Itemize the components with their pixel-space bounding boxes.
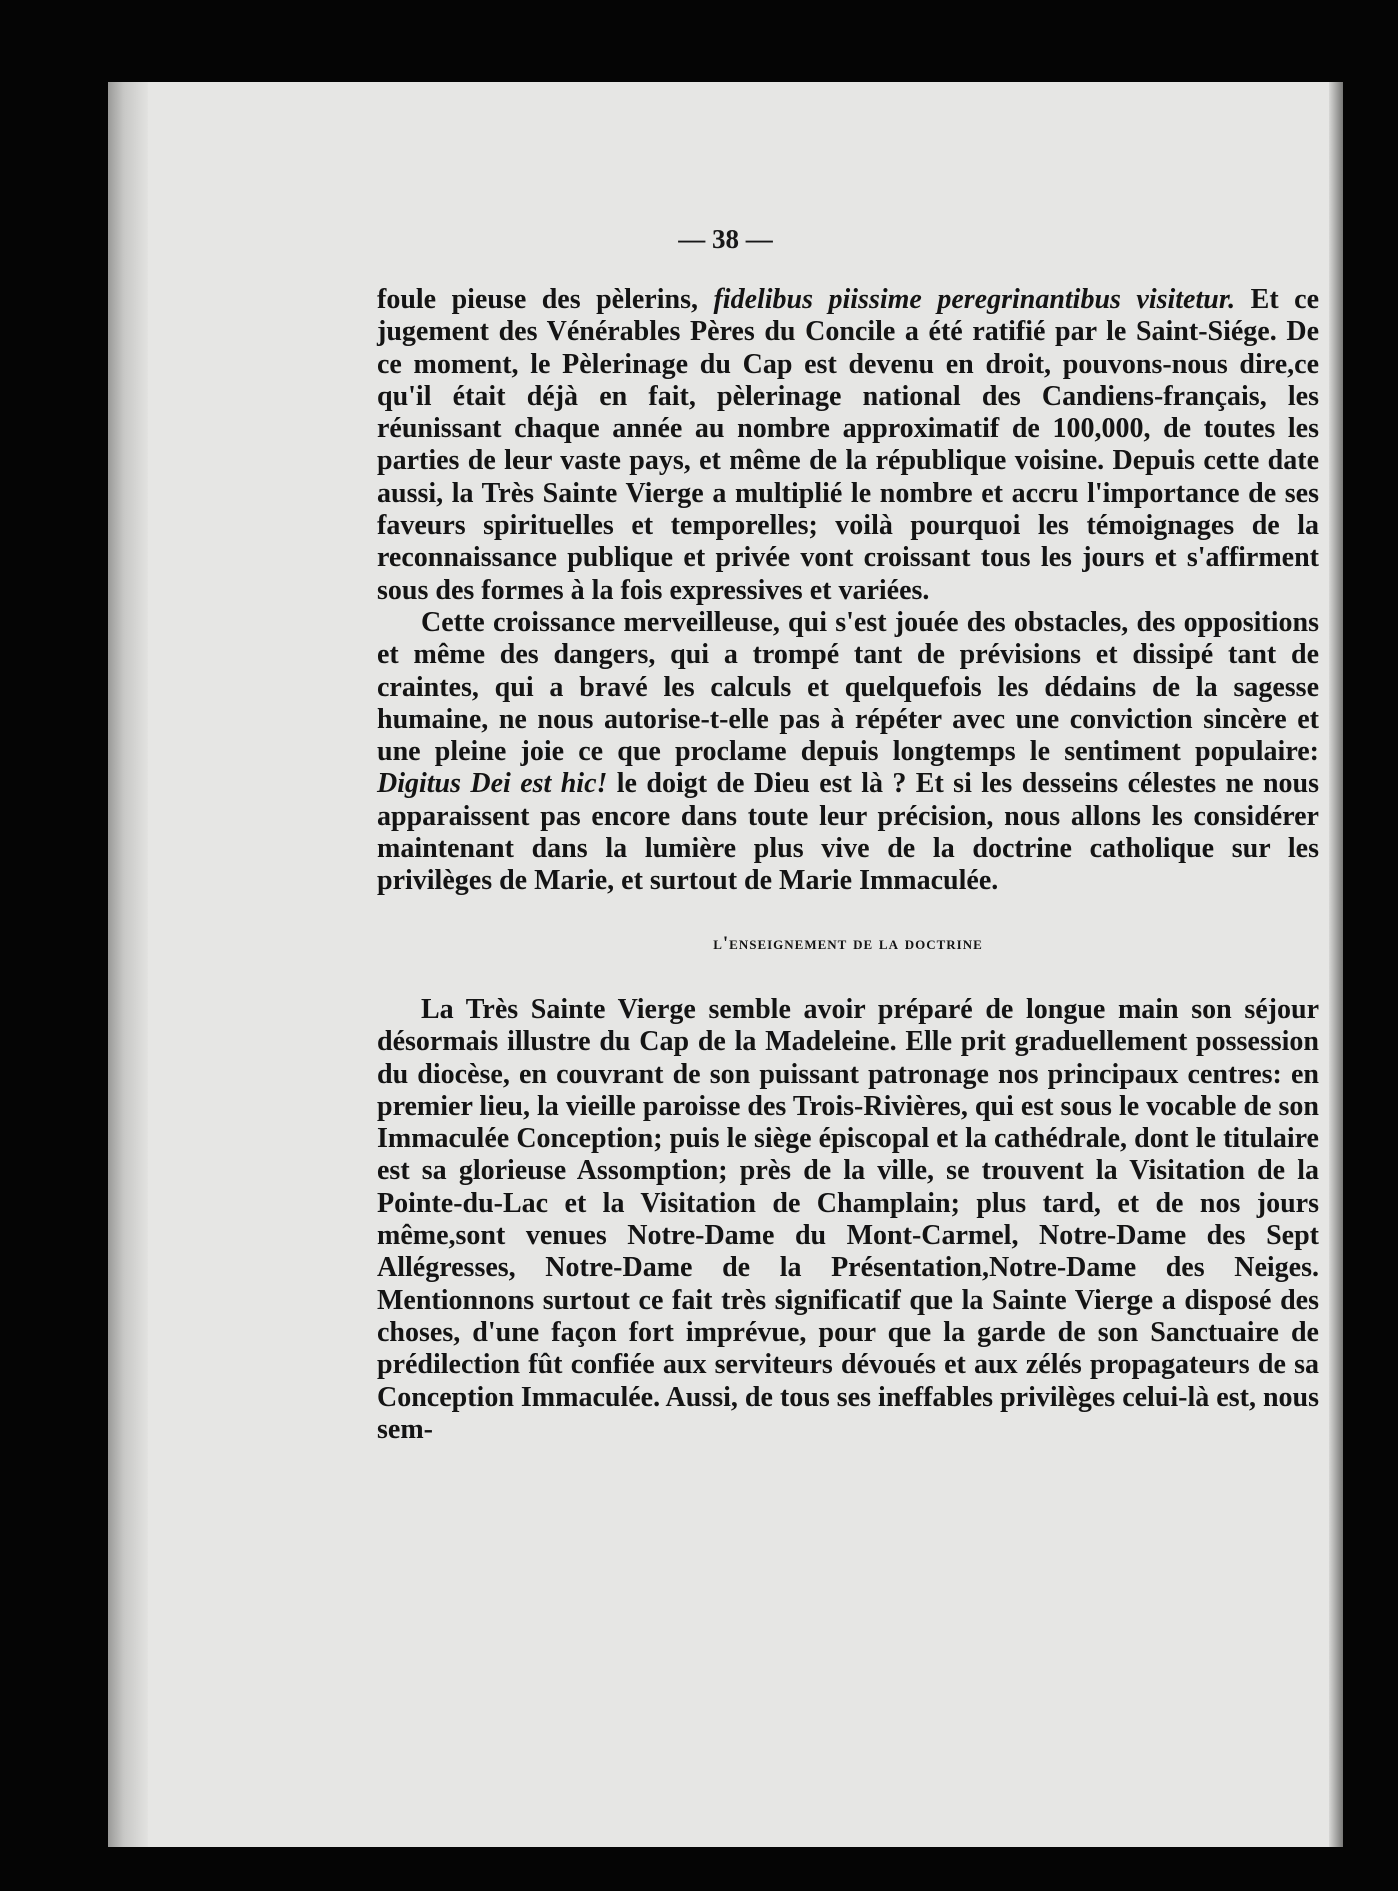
section-heading: l'enseignement de la doctrine (713, 932, 983, 954)
page-number: — 38 — (678, 224, 773, 254)
paragraph-2-end: le doigt de Dieu est là ? Et si les desseins célestes ne nous apparaissent pas encore dans toute leur précision, nous allons les considérer maintenant dans la lumière plus vive de la doctrine catholique sur les privilèges de Marie, et surtout de Marie Immaculée. (377, 768, 1319, 897)
book-page (108, 82, 1343, 1847)
paragraph-2 (377, 607, 1319, 898)
paragraph-1-end: Et ce jugement des Vénérables Pères du Concile a été ratifié par le Saint-Siége. De ce moment, le Pèlerinage du Cap est devenu en droit, pouvons-nous dire,ce qu'il était déjà en fait, pèlerinage national des Candiens-français, les réunissant chaque année au nombre approximatif de 100,000, de toutes les parties de leur vaste pays, et même de la république voisine. Depuis cette date aussi, la Très Sainte Vierge a multiplié le nombre et accru l'importance de ses faveurs spirituelles et temporelles; voilà pourquoi les témoignages de la reconnaissance publique et privée vont croissant tous les jours et s'affirment sous des formes à la fois expressives et variées. (377, 284, 1319, 606)
latin-quote-2: Digitus Dei est hic! (377, 768, 608, 800)
binding-shadow (108, 82, 148, 1847)
body-text (377, 284, 1319, 1446)
page-edge-fold (1329, 82, 1343, 1847)
paragraph-2-start: Cette croissance merveilleuse, qui s'est jouée des obstacles, des oppositions et même des dangers, qui a trompé tant de prévisions et dissipé tant de craintes, qui a bravé les calculs et quelquefois les dédains de la sagesse humaine, ne nous autorise-t-elle pas à répéter avec une conviction sincère et une pleine joie ce que proclame depuis longtemps le sentiment populaire: (377, 606, 1319, 768)
paragraph-1-start: foule pieuse des pèlerins, (377, 284, 714, 315)
paragraph-3: La Très Sainte Vierge semble avoir préparé de longue main son séjour désormais illustre du Cap de la Madeleine. Elle prit graduellement possession du diocèse, en couvrant de son puissant patronage nos principaux centres: en premier lieu, la vieille paroisse des Trois-Rivières, qui est sous le vocable de son Immaculée Conception; puis le siège épiscopal et la cathédrale, dont le titulaire est sa glorieuse Assomption; près de la ville, se trouvent la Visitation de la Pointe-du-Lac et la Visitation de Champlain; plus tard, et de nos jours même,sont venues Notre-Dame du Mont-Carmel, Notre-Dame des Sept Allégresses, Notre-Dame de la Présentation,Notre-Dame des Neiges. Mentionnons surtout ce fait très significatif que la Sainte Vierge a disposé des choses, d'une façon fort imprévue, pour que la garde de son Sanctuaire de prédilection fût confiée aux serviteurs dévoués et aux zélés propagateurs de sa Conception Immaculée. Aussi, de tous ses ineffables privilèges celui-là est, nous sem- (377, 993, 1319, 1445)
latin-quote-1: fidelibus piissime peregrinantibus visitetur. (713, 284, 1236, 315)
paragraph-1 (377, 284, 1319, 607)
